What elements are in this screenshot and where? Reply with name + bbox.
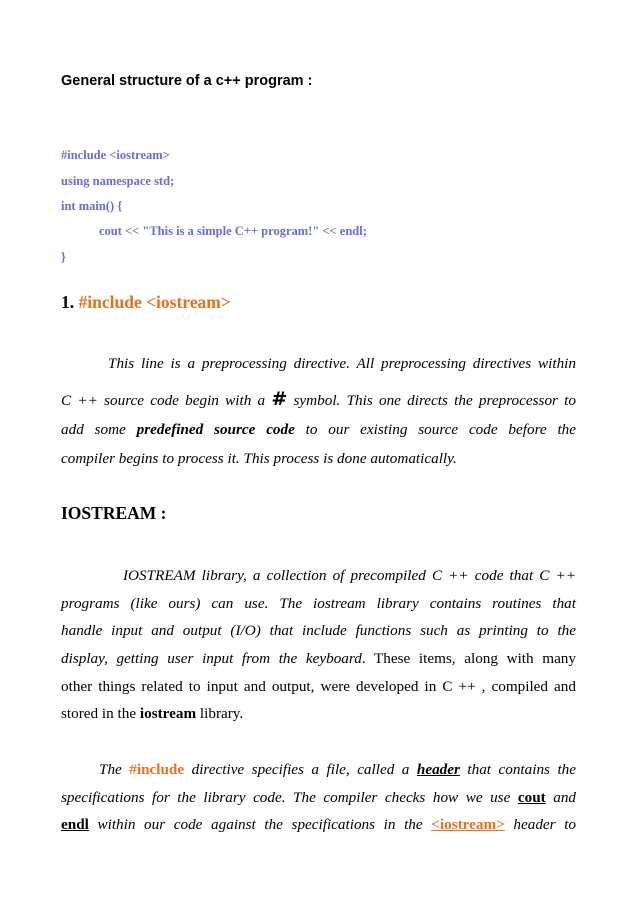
text-run: directive specifies a file, called a xyxy=(191,761,410,778)
paragraph-line xyxy=(61,622,576,640)
paragraph-line xyxy=(61,789,576,807)
paragraph-line xyxy=(108,355,576,373)
code-line-cout: cout << "This is a simple C++ program!" << endl; xyxy=(99,224,367,238)
keyword-iostream: <iostream> xyxy=(431,816,505,833)
text-run: specifications for the library code. The compiler checks how we use xyxy=(61,789,511,806)
text-run: stored in the xyxy=(61,705,137,722)
text-run: other things related to input and output, were developed in C ++ , compiled and xyxy=(61,678,576,695)
paragraph-line xyxy=(61,450,576,468)
code-line-include: #include <iostream> xyxy=(61,148,170,162)
text-run: handle input and output (I/O) that include functions such as printing to the xyxy=(61,622,576,639)
text-run: that contains the xyxy=(467,761,577,778)
text-run: to our existing source code before the xyxy=(305,421,577,438)
section-number: 1. xyxy=(61,292,75,312)
text-run: . These items, along with many xyxy=(361,650,576,667)
text-run: and xyxy=(553,789,577,806)
text-run: library. xyxy=(199,705,244,722)
page-title: General structure of a c++ program : xyxy=(61,73,313,89)
text-run: The xyxy=(99,761,122,778)
text-run: display, getting user input from the keyboard xyxy=(61,650,362,667)
code-line-main: int main() { xyxy=(61,199,123,213)
text-run: C ++ source code begin with a xyxy=(61,392,266,409)
bold-text: predefined source code xyxy=(136,421,295,438)
keyword-header: header xyxy=(416,761,460,778)
keyword-cout: cout xyxy=(517,789,546,806)
text-run: IOSTREAM library, a collection of precompiled C ++ code that C ++ xyxy=(123,567,576,584)
text-run: add some xyxy=(61,421,126,438)
paragraph-line xyxy=(123,567,576,585)
text-run: within our code against the specifications in the xyxy=(97,816,423,833)
paragraph-line xyxy=(61,650,576,668)
paragraph-line xyxy=(61,421,576,439)
text-run: compiler begins to process it. This process is done automatically. xyxy=(61,450,457,467)
paragraph-line xyxy=(61,705,576,723)
text-run: header to xyxy=(513,816,577,833)
paragraph-line xyxy=(61,678,576,696)
paragraph-line xyxy=(61,388,576,410)
keyword-endl: endl xyxy=(61,816,89,833)
text-run: This line is a preprocessing directive. All preprocessing directives within xyxy=(108,355,576,372)
code-line-namespace: using namespace std; xyxy=(61,174,175,188)
code-line-close-brace: } xyxy=(61,250,66,264)
paragraph-line xyxy=(61,816,576,834)
bold-text: iostream xyxy=(139,705,197,722)
section-heading-include xyxy=(61,292,231,313)
text-run: programs (like ours) can use. The iostream library contains routines that xyxy=(61,595,576,612)
hash-symbol: # xyxy=(271,388,288,410)
paragraph-line xyxy=(61,595,576,613)
section-heading-text: #include <iostream> xyxy=(78,292,231,312)
section-heading-iostream: IOSTREAM : xyxy=(61,503,167,523)
paragraph-line xyxy=(99,761,576,779)
keyword-include: #include xyxy=(129,761,185,778)
text-run: symbol. This one directs the preprocessor to xyxy=(293,392,576,409)
